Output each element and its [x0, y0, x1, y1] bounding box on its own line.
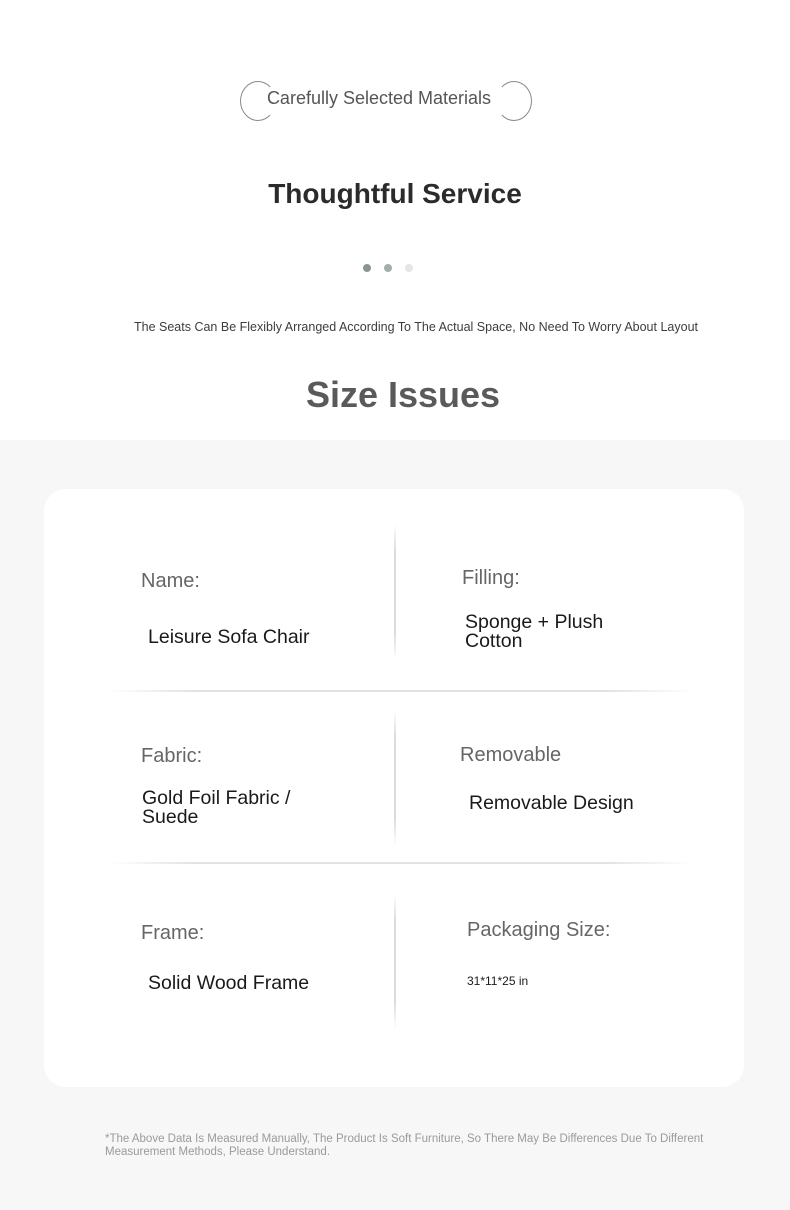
layout-description: The Seats Can Be Flexibly Arranged According To The Actual Space, No Need To Worry About Layout — [134, 320, 698, 334]
column-divider — [394, 524, 396, 660]
carousel-dots — [363, 264, 413, 272]
spec-fabric-label: Fabric: — [141, 745, 203, 767]
row-divider — [108, 690, 694, 692]
spec-name-value: Leisure Sofa Chair — [148, 626, 310, 648]
spec-frame-value: Solid Wood Frame — [148, 972, 310, 994]
carousel-dot-1[interactable] — [363, 264, 371, 272]
spec-packaging-label: Packaging Size: — [467, 919, 611, 941]
size-section-title: Size Issues — [305, 374, 501, 415]
circle-right-icon — [496, 81, 532, 121]
spec-filling-label: Filling: — [462, 567, 520, 589]
service-title: Thoughtful Service — [268, 178, 522, 209]
carousel-dot-2[interactable] — [384, 264, 392, 272]
features-label: Carefully Selected Materials — [266, 88, 492, 108]
spec-filling-value: Sponge + Plush Cotton — [465, 611, 604, 652]
spec-frame-label: Frame: — [141, 922, 205, 944]
features-section — [0, 0, 790, 440]
spec-removable-label: Removable — [460, 744, 562, 766]
spec-name-label: Name: — [141, 570, 200, 592]
row-divider — [108, 862, 694, 864]
carousel-dot-3[interactable] — [405, 264, 413, 272]
column-divider — [394, 893, 396, 1029]
measurement-footnote: *The Above Data Is Measured Manually, The Product Is Soft Furniture, So There May Be Differences Due To Different Measurement Methods, Please Understand. — [105, 1133, 704, 1158]
spec-packaging-value: 31*11*25 in — [467, 974, 529, 988]
spec-fabric-value: Gold Foil Fabric / Suede — [142, 787, 291, 828]
spec-removable-value: Removable Design — [469, 792, 634, 814]
column-divider — [394, 710, 396, 846]
